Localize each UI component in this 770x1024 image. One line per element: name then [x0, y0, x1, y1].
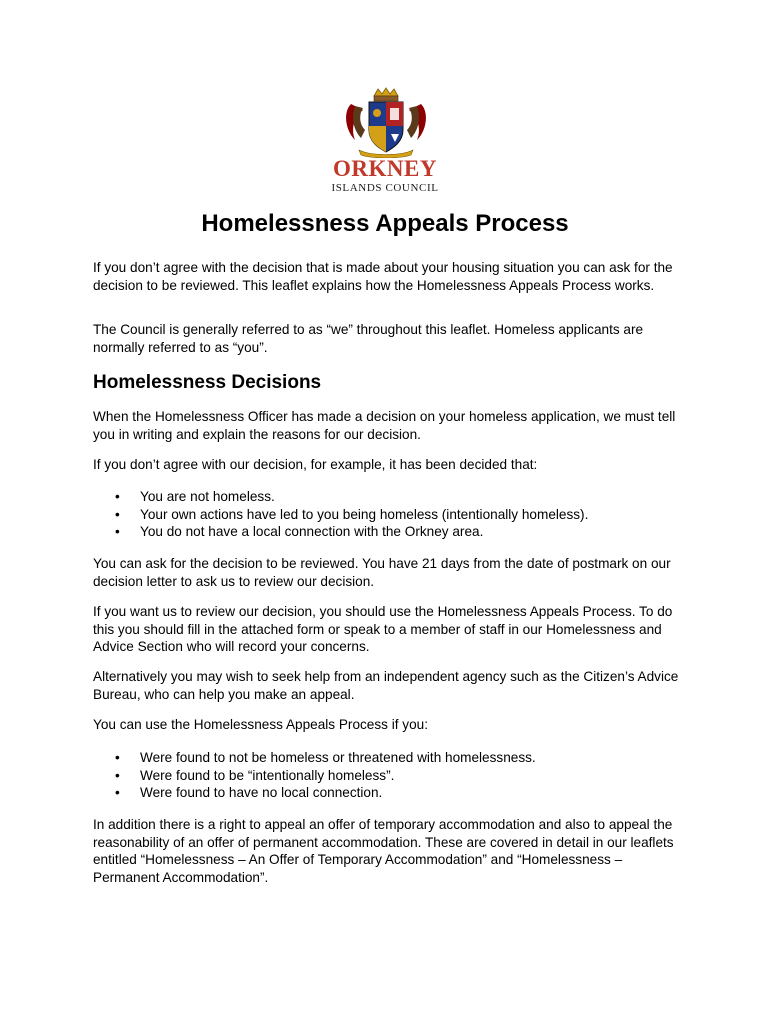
bullet-icon: • — [115, 524, 120, 539]
list-item: • You do not have a local connection with the Orkney area. — [115, 524, 484, 539]
intro-paragraph-2: The Council is generally referred to as “we” throughout this leaflet. Homeless applicants are normally referred to as “you”. — [93, 322, 644, 355]
council-crest-logo — [341, 86, 431, 158]
council-name-wordmark: ORKNEY — [333, 156, 437, 181]
decision-reasons-list — [93, 488, 683, 541]
decisions-paragraph-6: You can use the Homelessness Appeals Process if you: — [93, 717, 429, 732]
decisions-paragraph-7: In addition there is a right to appeal an offer of temporary accommodation and also to appeal the reasonability of an offer of permanent accommodation. These are covered in detail in our leaflets entitled “Homelessness – An Offer of Temporary Accommodation” and “Homelessness – Permanent Accommodation”. — [93, 817, 674, 885]
appeal-eligibility-list — [93, 749, 683, 802]
decisions-paragraph-3: You can ask for the decision to be reviewed. You have 21 days from the date of postmark on our decision letter to ask us to review our decision. — [93, 556, 671, 589]
bullet-icon: • — [115, 785, 120, 800]
decisions-paragraph-5: Alternatively you may wish to seek help from an independent agency such as the Citizen’s Advice Bureau, who can help you make an appeal. — [93, 669, 679, 702]
bullet-icon: • — [115, 750, 120, 765]
decisions-paragraph-1: When the Homelessness Officer has made a decision on your homeless application, we must tell you in writing and explain the reasons for our decision. — [93, 409, 676, 442]
list-item: • You are not homeless. — [115, 489, 275, 504]
council-subtitle-wordmark: ISLANDS COUNCIL — [331, 182, 439, 194]
bullet-icon: • — [115, 506, 120, 522]
page-title: Homelessness Appeals Process — [201, 210, 569, 237]
list-item: • Were found to be “intentionally homeless”. — [115, 767, 395, 783]
list-item: • Were found to have no local connection. — [115, 785, 383, 800]
decisions-paragraph-2: If you don’t agree with our decision, for example, it has been decided that: — [93, 457, 538, 472]
bullet-icon: • — [115, 767, 120, 783]
coat-of-arms-icon — [341, 86, 431, 158]
section-heading: Homelessness Decisions — [93, 372, 322, 393]
decisions-paragraph-4: If you want us to review our decision, you should use the Homelessness Appeals Process. To do this you should fill in the attached form or speak to a member of staff in our Homelessness and Advice Section who will record your concerns. — [93, 604, 673, 654]
intro-paragraph-1: If you don’t agree with the decision that is made about your housing situation you can ask for the decision to be reviewed. This leaflet explains how the Homelessness Appeals Process works. — [93, 260, 673, 293]
list-item: • Your own actions have led to you being homeless (intentionally homeless). — [115, 506, 589, 522]
list-item: • Were found to not be homeless or threatened with homelessness. — [115, 750, 536, 765]
bullet-icon: • — [115, 489, 120, 504]
